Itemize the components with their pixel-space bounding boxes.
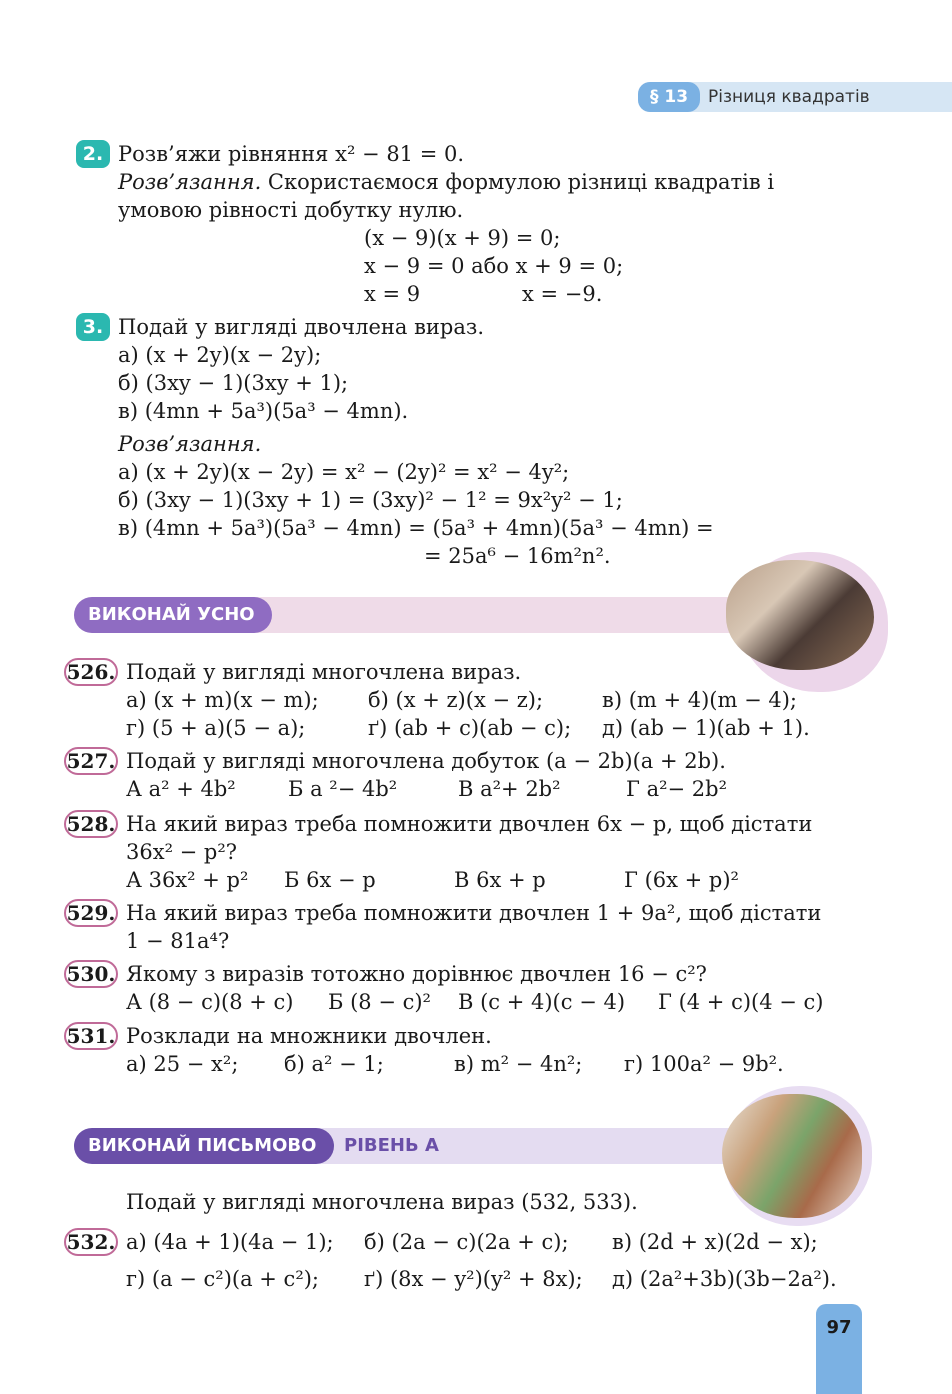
problem-530-task: Якому з виразів тотожно дорівнює двочлен 16 − c²? xyxy=(126,962,707,986)
example-3-solution-label: Розв’язання. xyxy=(118,432,262,456)
problem-526-f: д) (ab − 1)(ab + 1). xyxy=(602,716,810,740)
problem-528-option-v: В 6x + p xyxy=(454,868,546,892)
problem-532-b: б) (2a − c)(2a + c); xyxy=(364,1230,569,1254)
example-2-eq2: x − 9 = 0 або x + 9 = 0; xyxy=(364,254,624,278)
problem-number-528: 528. xyxy=(64,810,118,838)
problem-528-task2: 36x² − p²? xyxy=(126,840,238,864)
problem-526-a: а) (x + m)(x − m); xyxy=(126,688,319,712)
problem-530-option-v: В (c + 4)(c − 4) xyxy=(458,990,626,1014)
problem-527-option-a: А a² + 4b² xyxy=(126,777,236,801)
problem-532-e: ґ) (8x − y²)(y² + 8x); xyxy=(364,1267,583,1291)
problem-527-option-g: Г a²− 2b² xyxy=(626,777,728,801)
problem-528-option-g: Г (6x + p)² xyxy=(624,868,739,892)
problem-530-option-g: Г (4 + c)(4 − c) xyxy=(658,990,824,1014)
problem-526-d: г) (5 + a)(5 − a); xyxy=(126,716,306,740)
problem-532-d: г) (a − c²)(a + c²); xyxy=(126,1267,320,1291)
problem-532-c: в) (2d + x)(2d − x); xyxy=(612,1230,818,1254)
solution-text: Скористаємося формулою різниці квадратів і xyxy=(261,170,775,194)
solution-label: Розв’язання. xyxy=(118,170,262,194)
problem-527-task: Подай у вигляді многочлена добуток (a − 2b)(a + 2b). xyxy=(126,749,726,773)
level-label: РІВЕНЬ А xyxy=(344,1135,439,1156)
example-3-solution-a: а) (x + 2y)(x − 2y) = x² − (2y)² = x² − 4y²; xyxy=(118,460,570,484)
problem-531-task: Розклади на множники двочлен. xyxy=(126,1024,492,1048)
problem-526-c: в) (m + 4)(m − 4); xyxy=(602,688,797,712)
example-3-b: б) (3xy − 1)(3xy + 1); xyxy=(118,371,349,395)
example-3-solution-b: б) (3xy − 1)(3xy + 1) = (3xy)² − 1² = 9x²y² − 1; xyxy=(118,488,623,512)
oral-section-label: ВИКОНАЙ УСНО xyxy=(74,597,272,633)
section-badge: § 13 xyxy=(638,82,700,112)
problem-number-526: 526. xyxy=(64,658,118,686)
problem-528-option-b: Б 6x − p xyxy=(284,868,376,892)
written-intro: Подай у вигляді многочлена вираз (532, 533). xyxy=(126,1190,638,1214)
example-2-task: Розв’яжи рівняння x² − 81 = 0. xyxy=(118,142,465,166)
students-high-five-image xyxy=(726,560,874,670)
example-2-eq3a: x = 9 xyxy=(364,282,421,306)
problem-527-option-b: Б a ²− 4b² xyxy=(288,777,398,801)
problem-530-option-a: А (8 − c)(8 + c) xyxy=(126,990,294,1014)
problem-530-option-b: Б (8 − c)² xyxy=(328,990,431,1014)
problem-number-529: 529. xyxy=(64,899,118,927)
problem-531-d: г) 100a² − 9b². xyxy=(624,1052,784,1076)
example-3-task: Подай у вигляді двочлена вираз. xyxy=(118,315,484,339)
problem-531-c: в) m² − 4n²; xyxy=(454,1052,583,1076)
example-3-c: в) (4mn + 5a³)(5a³ − 4mn). xyxy=(118,399,409,423)
problem-532-f: д) (2a²+3b)(3b−2a²). xyxy=(612,1267,837,1291)
problem-532-a: а) (4a + 1)(4a − 1); xyxy=(126,1230,334,1254)
problem-526-task: Подай у вигляді многочлена вираз. xyxy=(126,660,522,684)
problem-531-a: а) 25 − x²; xyxy=(126,1052,239,1076)
example-number-2: 2. xyxy=(76,140,110,168)
problem-529-task: На який вираз треба помножити двочлен 1 + 9a², щоб дістати xyxy=(126,901,822,925)
problem-526-b: б) (x + z)(x − z); xyxy=(368,688,544,712)
problem-number-530: 530. xyxy=(64,960,118,988)
written-section-label: ВИКОНАЙ ПИСЬМОВО xyxy=(74,1128,334,1164)
example-2-solution-line1 xyxy=(118,168,774,196)
students-studying-image xyxy=(722,1094,862,1218)
problem-number-531: 531. xyxy=(64,1022,118,1050)
example-3-a: а) (x + 2y)(x − 2y); xyxy=(118,343,322,367)
problem-528-task: На який вираз треба помножити двочлен 6x − p, щоб дістати xyxy=(126,812,813,836)
example-3-solution-c: в) (4mn + 5a³)(5a³ − 4mn) = (5a³ + 4mn)(5a³ − 4mn) = xyxy=(118,516,714,540)
problem-528-option-a: А 36x² + p² xyxy=(126,868,249,892)
example-3-solution-c2: = 25a⁶ − 16m²n². xyxy=(424,544,611,568)
section-title: Різниця квадратів xyxy=(708,87,870,107)
example-2-solution-line2: умовою рівності добутку нулю. xyxy=(118,198,464,222)
problem-529-task2: 1 − 81a⁴? xyxy=(126,929,230,953)
problem-number-527: 527. xyxy=(64,747,118,775)
example-2-eq1: (x − 9)(x + 9) = 0; xyxy=(364,226,561,250)
problem-527-option-v: В a²+ 2b² xyxy=(458,777,561,801)
problem-531-b: б) a² − 1; xyxy=(284,1052,384,1076)
problem-526-e: ґ) (ab + c)(ab − c); xyxy=(368,716,572,740)
example-2-eq3b: x = −9. xyxy=(522,282,603,306)
page-number: 97 xyxy=(816,1304,862,1394)
example-number-3: 3. xyxy=(76,313,110,341)
problem-number-532: 532. xyxy=(64,1228,118,1256)
